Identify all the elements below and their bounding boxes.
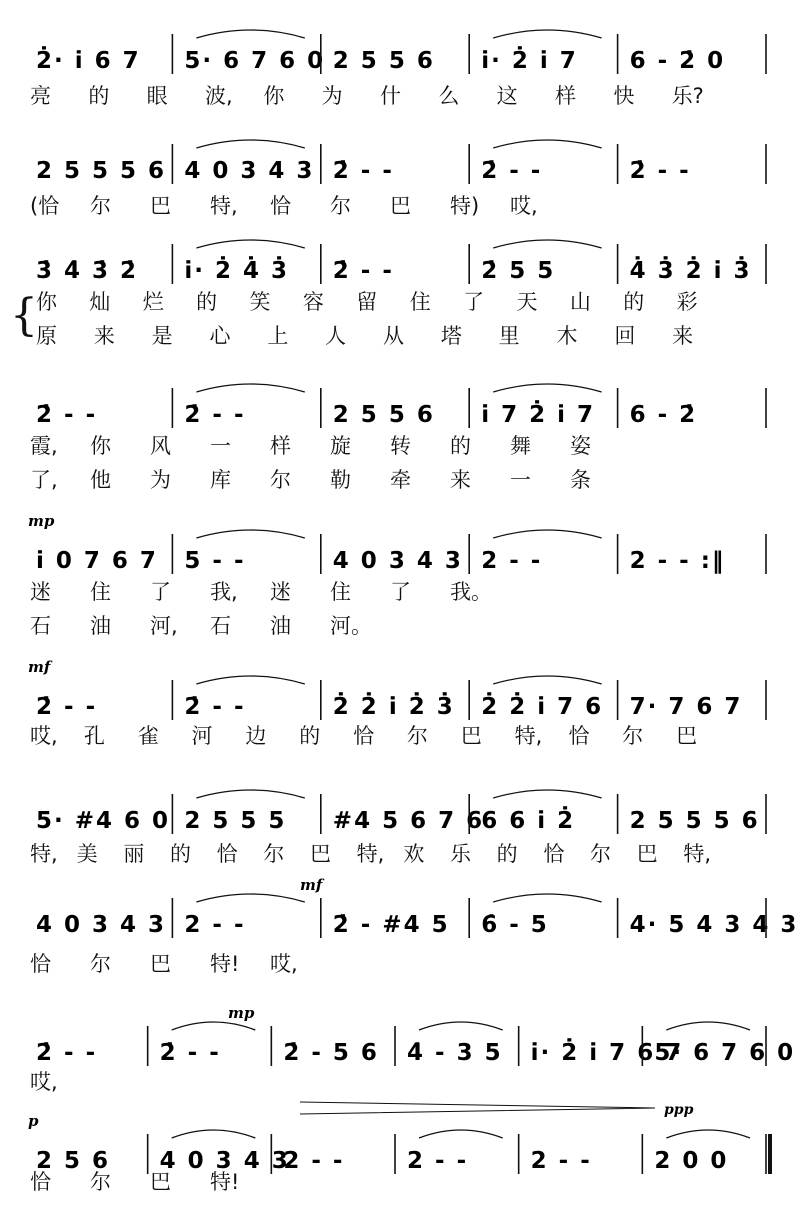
slur-arc (196, 240, 304, 248)
lyric-line (0, 720, 800, 746)
lyric-syllable: 尔 (590, 842, 611, 866)
slur-arc (419, 1022, 503, 1030)
measure-notes: 2̇ - - (629, 158, 691, 184)
slur-arc (196, 790, 304, 798)
measure-notes: 2 - - (481, 548, 543, 574)
measure-notes: 7· 7 6 7 (629, 694, 743, 720)
lyric-syllable: 的 (623, 290, 645, 314)
measure-notes: 2 5 5 6 (332, 48, 435, 74)
lyric-syllable: 从 (383, 324, 404, 348)
lyric-syllable: 了 (463, 290, 485, 314)
lyric-syllable: 条 (570, 468, 591, 492)
measure-notes: 2̇ - - (332, 258, 394, 284)
lyric-syllable: 转 (390, 434, 411, 458)
dynamic-mark: mf (28, 658, 51, 676)
lyric-line (0, 320, 800, 346)
measure-notes: 5· #4 6 0 (36, 808, 171, 834)
lyric-syllable: 恰 (543, 842, 565, 866)
staff-system (36, 384, 766, 428)
lyric-syllable: 的 (88, 84, 110, 108)
lyric-syllable: 你 (263, 84, 285, 108)
slur-arc (493, 894, 601, 902)
measure-notes: 2̇ - 5 6 (283, 1040, 379, 1066)
lyric-syllable: 来 (450, 468, 471, 492)
lyric-syllable: 欢 (403, 842, 425, 866)
lyric-syllable: 彩 (676, 290, 698, 314)
measure-notes: 2̇ - - (481, 158, 543, 184)
measure-notes: 5· 6 7 6 0 (654, 1040, 796, 1066)
measure-notes: 4 0 3 4 3 (184, 158, 315, 184)
staff-system (28, 658, 766, 720)
slur-arc (196, 384, 304, 392)
lyric-syllable: 天 (516, 290, 538, 314)
lyric-syllable: 的 (196, 290, 218, 314)
lyric-syllable: 河 (191, 724, 213, 748)
measure-notes: i̇ 7 2̇ i̇ 7 (481, 402, 596, 428)
lyric-syllable: 舞 (510, 434, 531, 458)
slur-arc (666, 1022, 750, 1030)
lyric-syllable: 孔 (83, 724, 105, 748)
lyric-syllable: 了 (390, 580, 411, 604)
lyric-syllable: 塔 (440, 324, 462, 348)
measure-notes: 2 - - (283, 1148, 345, 1174)
verse-brace: { (10, 290, 38, 341)
lyric-syllable: 哎, (510, 194, 538, 218)
lyric-line (0, 464, 800, 490)
lyric-syllable: 旋 (330, 434, 351, 458)
measure-notes: 2 5 5 5 6 (629, 808, 760, 834)
lyric-syllable: 恰 (216, 842, 238, 866)
lyric-syllable: 巴 (150, 1170, 171, 1194)
lyric-syllable: 你 (36, 290, 57, 314)
measure-notes: 4̇ 3̇ 2̇ i̇ 3̇ (629, 258, 752, 284)
lyric-syllable: 什 (380, 84, 401, 108)
measure-notes: 5· 6 7 6 0 (184, 48, 326, 74)
lyric-syllable: 巴 (460, 724, 482, 748)
slur-arc (493, 790, 601, 798)
lyric-syllable: 我。 (450, 580, 492, 604)
slur-arc (172, 1130, 256, 1138)
lyric-syllable: 的 (450, 434, 471, 458)
lyric-syllable: 姿 (570, 434, 591, 458)
lyric-syllable: 心 (209, 324, 231, 348)
lyric-syllable: 风 (150, 434, 171, 458)
lyric-syllable: 哎, (30, 1070, 58, 1094)
lyric-syllable: 住 (330, 580, 351, 604)
measure-notes: 2̇ - - (332, 158, 394, 184)
measure-notes: i̇· 2̇ i̇ 7 (481, 48, 578, 74)
staff-system (36, 240, 766, 284)
lyric-syllable: 石 (210, 614, 231, 638)
measure-notes: 2̇ - - (184, 402, 246, 428)
lyric-syllable: 特, (356, 842, 385, 866)
measure-notes: 2̇ - #4 5 (332, 912, 450, 938)
lyric-syllable: 了, (30, 468, 58, 492)
lyric-syllable: 尔 (263, 842, 285, 866)
diminuendo-hairpin (300, 1102, 655, 1114)
lyric-syllable: 这 (496, 84, 518, 108)
measure-notes: 2̇ 2̇ i̇ 7 6 (481, 694, 604, 720)
lyric-syllable: 来 (672, 324, 694, 348)
dynamic-mark: mf (300, 876, 323, 894)
lyric-syllable: 恰 (353, 724, 375, 748)
staff-system (36, 790, 766, 834)
lyric-syllable: 的 (170, 842, 191, 866)
measure-notes: i̇ 0 7 6 7 (36, 548, 158, 574)
measure-notes: 6 - 2̇ (629, 402, 698, 428)
lyric-syllable: 木 (556, 324, 578, 348)
lyric-syllable: 烂 (142, 290, 164, 314)
lyric-syllable: 特, (210, 194, 238, 218)
lyric-syllable: 迷 (30, 580, 51, 604)
measure-notes: 2 - - (184, 912, 246, 938)
lyric-syllable: 巴 (150, 194, 171, 218)
lyric-syllable: 丽 (123, 842, 145, 866)
slur-arc (666, 1130, 750, 1138)
measure-notes: 4 0 3 4 3 (36, 912, 167, 938)
lyric-syllable: 回 (614, 324, 636, 348)
lyric-syllable: (恰 (30, 194, 60, 218)
lyric-syllable: 里 (498, 324, 520, 348)
lyric-syllable: 快 (613, 84, 635, 108)
slur-arc (172, 1022, 256, 1030)
lyric-syllable: 恰 (30, 1170, 51, 1194)
lyric-syllable: 特! (210, 1170, 240, 1194)
lyric-syllable: 尔 (270, 468, 291, 492)
measure-notes: 2̇ - - (184, 694, 246, 720)
lyric-syllable: 哎, (30, 724, 58, 748)
lyric-syllable: 特, (514, 724, 543, 748)
lyric-syllable: 你 (90, 434, 111, 458)
lyric-syllable: 牵 (390, 468, 411, 492)
measure-notes: 4 0 3 4 3 (159, 1148, 290, 1174)
lyric-syllable: 乐 (450, 842, 471, 866)
lyric-syllable: 灿 (89, 290, 111, 314)
lyric-line (0, 286, 800, 312)
measure-notes: 2 5 6 (36, 1148, 111, 1174)
lyric-syllable: 油 (90, 614, 111, 638)
lyric-syllable: 特, (683, 842, 712, 866)
lyric-syllable: 上 (267, 324, 289, 348)
lyric-syllable: 的 (496, 842, 518, 866)
lyric-syllable: 笑 (249, 290, 271, 314)
lyric-line (0, 838, 800, 864)
slur-arc (493, 240, 601, 248)
lyric-syllable: 尔 (90, 952, 111, 976)
measure-notes: 2̇ - - (36, 402, 98, 428)
lyric-syllable: 留 (356, 290, 378, 314)
lyric-syllable: 样 (555, 84, 576, 108)
lyric-syllable: 人 (325, 324, 347, 348)
slur-arc (493, 30, 601, 38)
measure-notes: 2 0 0 (654, 1148, 729, 1174)
dynamic-mark: mp (228, 1004, 255, 1022)
measure-notes: 4̇ - 3 5 (407, 1040, 503, 1066)
lyric-syllable: 他 (90, 468, 111, 492)
lyric-syllable: 雀 (137, 724, 159, 748)
measure-notes: #4 5 6 7 6 (332, 808, 485, 834)
lyric-syllable: 波, (205, 84, 233, 108)
lyric-syllable: 乐? (671, 84, 704, 108)
lyric-syllable: 恰 (270, 194, 291, 218)
slur-arc (196, 530, 304, 538)
measure-notes: 4· 5 4 3 4 3 (629, 912, 799, 938)
measure-notes: 2̇ - - (36, 1040, 98, 1066)
lyric-syllable: 尔 (90, 194, 111, 218)
slur-arc (493, 676, 601, 684)
lyric-syllable: 亮 (30, 84, 51, 108)
lyric-syllable: 巴 (150, 952, 171, 976)
slur-arc (493, 384, 601, 392)
measure-notes: 2 - - :‖ (629, 548, 726, 574)
measure-notes: 3̇ 4̇ 3̇ 2̇ (36, 258, 139, 284)
lyric-syllable: 为 (150, 468, 171, 492)
dynamic-mark: p (28, 1112, 39, 1130)
staff-system (36, 30, 766, 74)
lyric-syllable: 河。 (330, 614, 372, 638)
measure-notes: 6 - 2̇ 0 (629, 48, 726, 74)
lyric-syllable: 住 (409, 290, 431, 314)
measure-notes: i̇· 2̇ 4̇ 3̇ (184, 258, 290, 284)
slur-arc (419, 1130, 503, 1138)
lyric-line (0, 948, 800, 974)
lyric-line (0, 80, 800, 106)
lyric-syllable: 边 (245, 724, 267, 748)
lyric-line (0, 430, 800, 456)
measure-notes: 6 6 i̇ 2̇ (481, 808, 576, 834)
slur-arc (196, 140, 304, 148)
staff-system (36, 140, 766, 184)
lyric-syllable: 一 (510, 468, 531, 492)
lyric-syllable: 特! (210, 952, 240, 976)
lyric-syllable: 么 (438, 84, 460, 108)
measure-notes: 2 5 5 5 6 (36, 158, 167, 184)
lyric-syllable: 尔 (406, 724, 428, 748)
staff-system (28, 512, 766, 574)
lyric-syllable: 原 (36, 324, 57, 348)
lyric-syllable: 容 (302, 290, 324, 314)
lyric-syllable: 眼 (146, 84, 168, 108)
measure-notes: 2 5 5 5 (184, 808, 287, 834)
staff-system (36, 1004, 795, 1118)
slur-arc (493, 140, 601, 148)
lyric-syllable: 一 (210, 434, 231, 458)
slur-arc (196, 894, 304, 902)
dynamic-mark: mp (28, 512, 55, 530)
lyric-syllable: 山 (569, 290, 591, 314)
lyric-syllable: 巴 (390, 194, 411, 218)
measure-notes: 2̇ 2̇ i̇ 2̇ 3̇ (332, 694, 455, 720)
lyric-syllable: 巴 (636, 842, 658, 866)
measure-notes: 5 - - (184, 548, 246, 574)
lyric-syllable: 巴 (310, 842, 331, 866)
lyric-syllable: 样 (270, 434, 291, 458)
measure-notes: 6̇ - 5 (481, 912, 549, 938)
measure-notes: 4 0 3 4 3 (332, 548, 463, 574)
lyric-syllable: 油 (270, 614, 291, 638)
measure-notes: 2 - - (407, 1148, 469, 1174)
lyric-syllable: 恰 (568, 724, 590, 748)
lyric-line (0, 190, 800, 216)
lyric-syllable: 住 (90, 580, 111, 604)
lyric-syllable: 迷 (270, 580, 291, 604)
lyric-syllable: 特, (30, 842, 58, 866)
lyric-syllable: 尔 (330, 194, 351, 218)
lyric-syllable: 为 (321, 84, 343, 108)
measure-notes: 2̇ 5 5 (481, 258, 556, 284)
staff-system (28, 1112, 772, 1174)
lyric-syllable: 美 (76, 842, 98, 866)
lyric-syllable: 库 (210, 468, 231, 492)
lyric-syllable: 河, (150, 614, 178, 638)
lyric-syllable: 尔 (622, 724, 644, 748)
lyric-line (0, 610, 800, 636)
lyric-syllable: 是 (151, 324, 173, 348)
measure-notes: i̇· 2̇ i̇ 7 6 7 (530, 1040, 684, 1066)
staff-system (36, 876, 798, 938)
measure-notes: 2 5 5 6 (332, 402, 435, 428)
lyric-line (0, 1066, 800, 1092)
lyric-syllable: 的 (299, 724, 321, 748)
lyric-syllable: 特) (450, 194, 480, 218)
dynamic-mark-diminuendo: ppp (664, 1102, 694, 1118)
lyric-syllable: 勒 (330, 468, 351, 492)
measure-notes: 2 - - (530, 1148, 592, 1174)
measure-notes: 2̇ - - (159, 1040, 221, 1066)
lyric-syllable: 了 (150, 580, 171, 604)
lyric-syllable: 石 (30, 614, 51, 638)
slur-arc (196, 676, 304, 684)
lyric-line (0, 1166, 800, 1192)
lyric-line (0, 576, 800, 602)
measure-notes: 2̇ - - (36, 694, 98, 720)
lyric-syllable: 我, (210, 580, 238, 604)
lyric-syllable: 恰 (30, 952, 51, 976)
lyric-syllable: 哎, (270, 952, 298, 976)
lyric-syllable: 来 (93, 324, 115, 348)
lyric-syllable: 霞, (30, 434, 58, 458)
slur-arc (196, 30, 304, 38)
measure-notes: 2̇· i̇ 6 7 (36, 48, 141, 74)
slur-arc (493, 530, 601, 538)
lyric-syllable: 尔 (90, 1170, 111, 1194)
lyric-syllable: 巴 (676, 724, 698, 748)
